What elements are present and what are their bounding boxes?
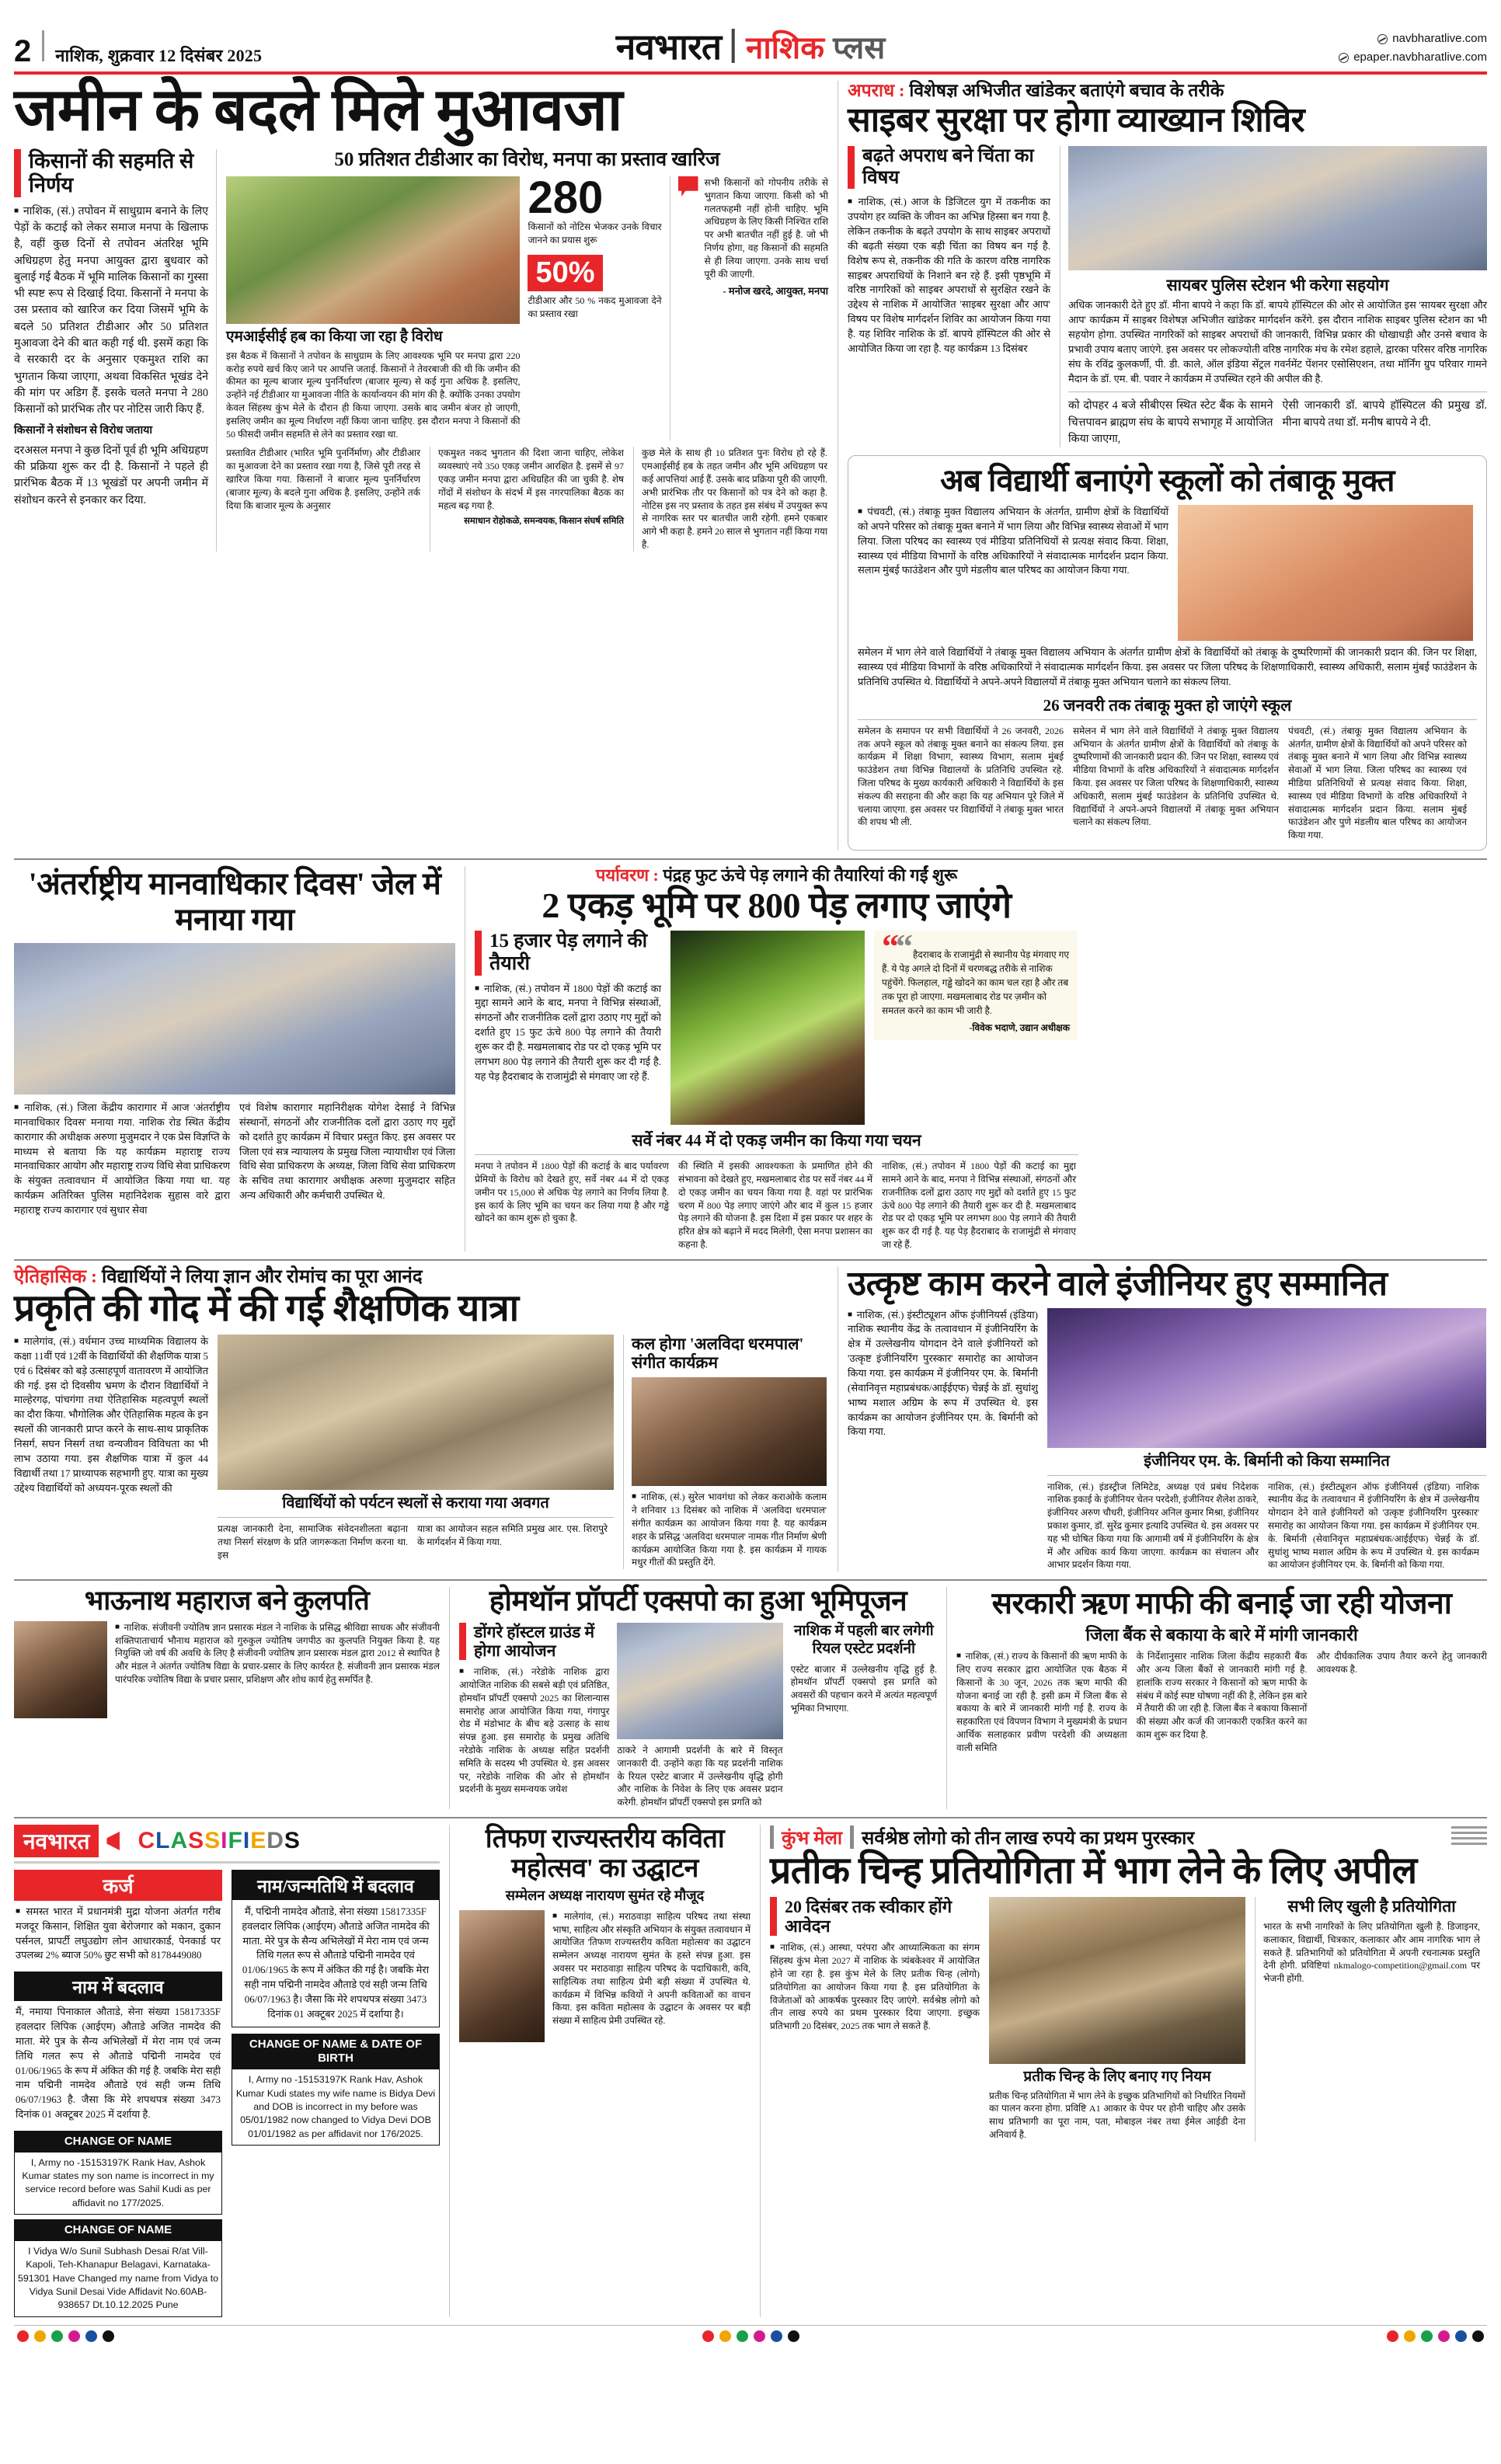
cyber-subhead-block xyxy=(848,146,1050,189)
env-quote-box xyxy=(874,927,1078,1040)
website-row-1[interactable] xyxy=(1339,30,1487,48)
top-zone xyxy=(14,78,1487,851)
red-bar-accent xyxy=(848,146,855,189)
lead-bottom-col-1 xyxy=(226,447,420,551)
reg-dot xyxy=(17,2330,29,2342)
classifieds-section xyxy=(14,1825,449,2317)
newspaper-logo: नवभारत xyxy=(615,26,722,67)
classified-en1-head: CHANGE OF NAME xyxy=(15,2132,221,2153)
env-subhead: 15 हजार पेड़ लगाने की तैयारी xyxy=(489,931,648,974)
human-rights-body-2: एवं विशेष कारागार महानिरीक्षक योगेश देसाई ने विभिन्न संस्थानों, संगठनों और राजनीतिक दलों द्वारा उठाए गए मुद्दों को दर्शाते हुए कार्यक्रम में विचार प्रस्तुत किए. इस अवसर पर जिला एवं सत्र न्यायालय के प्रमुख जिला न्यायाधीश एवं जिला विधि सेवा प्राधिकरण के अध्यक्ष, जिला विधि सेवा प्राधिकरण के सचिव तथा कारागार अधीक्षक अरुणा मुजुमदार सहित अन्य अधिकारी और कर्मचारी उपस्थित थे. xyxy=(239,1101,455,1202)
cyber-left-col xyxy=(848,146,1050,447)
edu-body-3: यात्रा का आयोजन सहल समिति प्रमुख आर. एस. शिरापुरे के मार्गदर्शन में किया गया. xyxy=(417,1523,608,1547)
classifieds-col-2 xyxy=(232,1870,440,2317)
human-rights-cols xyxy=(14,1101,455,1218)
reg-dot xyxy=(754,2330,765,2342)
edu-headline: प्रकृति की गोद में की गई शैक्षणिक यात्रा xyxy=(14,1288,519,1330)
human-rights-body-1: ■ नाशिक, (सं.) जिला केंद्रीय कारागार में आज 'अंतर्राष्ट्रीय मानवाधिकार दिवस' मनाया गया. नाशिक रोड स्थित केंद्रीय कारागार की अधीक्षक अरुणा मुजुमदार ने एक प्रेस विज्ञप्ति के माध्यम से बताया कि यह कार्यक्रम महाराष्ट्र राज्य मानवाधिकार आयोग और महाराष्ट्र राज्य विधि सेवा प्राधिकरण के संयुक्त तत्वावधान में आयोजित किया गया था. यह कार्यक्रम अतिरिक्त पुलिस महानिदेशक सुहास वारे द्वारा महाराष्ट्र राज्य कारागार एवं सुधार सेवा xyxy=(14,1101,230,1218)
tobacco-sub-body-a: समेलन के समापन पर सभी विद्यार्थियों ने 26 जनवरी, 2026 तक अपने स्कूल को तंबाकू मुक्त बनाने का संकल्प लिया. इस कार्यक्रम में शिक्षा विभाग, स्वास्थ्य विभाग, सलाम मुंबई फाउंडेशन तथा विभिन्न विद्यालयों के प्रतिनिधि उपस्थित रहे. जिला परिषद के मुख्य कार्यकारी अधिकारी ने विद्यार्थियों के इस संकल्प की सराहना की और कहा कि यह अभियान पूरे जिले में चलाया जाएगा. इस अवसर पर विद्यार्थियों ने तंबाकू मुक्त भारत की शपथ भी ली. xyxy=(858,725,1064,828)
lead-stats-block xyxy=(528,172,662,440)
env-sub-headline: सर्वे नंबर 44 में दो एकड़ जमीन का किया गया चयन xyxy=(632,1131,921,1150)
reg-dot xyxy=(771,2330,782,2342)
poetry-story xyxy=(449,1825,760,2317)
masthead-divider xyxy=(42,30,44,61)
lead-callout xyxy=(678,176,828,280)
poetry-headline: तिफण राज्यस्तरीय कविता महोत्सव' का उद्घाटन xyxy=(485,1824,725,1883)
env-sub-body-3: नाशिक, (सं.) तपोवन में 1800 पेड़ों की कटाई का मुद्दा सामने आने के बाद, मनपा ने विभिन्न संस्थाओं, संगठनों और राजनीतिक दलों द्वारा उठाए गए मुद्दों को दर्शाते हुए 15 फुट ऊंचे 800 पेड़ लगाने की तैयारी शुरू कर दी है. मखमलाबाद रोड पर दो एकड़ भूमि पर लगभग 800 पेड़ लगाने की तैयारी शुरू कर दी गई है. यह पेड़ हैदराबाद के राजामुंद्री से मंगवाए जा रहे हैं. xyxy=(882,1161,1076,1250)
lead-bottom-col-3 xyxy=(633,447,827,551)
classified-dob-body: मैं, पद्मिनी नामदेव औताडे, सेना संख्या 15817335F हवलदार लिपिक (आईएम) औताडे अजित नामदेव की माता. मेरे पुत्र के सैन्य अभिलेखों में मेरा नाम एवं जन्म तिथि गलत रूप से औताडे पद्मिनी नामदेव एवं 01/06/1965 के रूप में अंकित की गई है। जबकि मेरा सही नाम पद्मिनी नामदेव औताडे एवं सही जन्म तिथि 06/07/1963 है। जैसा कि मेरे शपथपत्र संख्या 3473 दिनांक 01 अक्टूबर 2025 में दर्शाया है। xyxy=(242,1905,430,2020)
classifieds-title: CLASSIFIEDS xyxy=(138,1827,301,1853)
classified-name-change-head: नाम में बदलाव xyxy=(14,1972,222,2001)
reg-dot xyxy=(68,2330,80,2342)
kumbh-body-1: ■ नाशिक, (सं.) आस्था, परंपरा और आध्यात्मिकता का संगम सिंहस्थ कुंभ मेला 2027 में नाशिक के त्र्यंबकेश्वर में आयोजित होने जा रहा है. इस कुंभ मेले के लिए प्रतीक चिन्ह (लोगो) प्रतियोगिता का आयोजन किया गया है. इस प्रतियोगिता के विजेताओं को आकर्षक पुरस्कार दिए जाएंगे. सर्वश्रेष्ठ लोगो को तीन लाख रुपये का प्रथम पुरस्कार दिया जाएगा. इच्छुक प्रतिभागी 20 दिसंबर, 2025 तक भाग ले सकते हैं. xyxy=(770,1941,980,2033)
env-divider xyxy=(475,1154,1078,1155)
masthead-websites xyxy=(1339,30,1487,67)
lead-col-2 xyxy=(216,149,828,552)
classifieds-col-1 xyxy=(14,1870,222,2317)
zone-5 xyxy=(14,1825,1487,2317)
bhaunath-content xyxy=(14,1621,440,1718)
env-sub-body-2: की स्थिति में इसकी आवश्यकता के प्रमाणित होने की संभावना को देखते हुए, मखमलाबाद रोड पर सर्वे नंबर 44 में दो एकड़ जमीन का चयन किया गया है. वहां पर प्रारंभिक चरण में 800 पेड़ लगाए जाएंगे और बाद में कुल 15 हजार पेड़ लगाने की योजना है. इस दिशा में इस प्रकार पर शहर के हरित क्षेत्र को बढ़ाने में मदद मिलेगी, ऐसा मनपा प्रशासन का कहना है. xyxy=(678,1161,872,1250)
edu-photo xyxy=(218,1335,614,1490)
cyber-story xyxy=(838,81,1487,851)
kumbh-photo-caption: प्रतीक चिन्ह के लिए बनाए गए नियम xyxy=(1023,2068,1211,2085)
cyber-body-2: को दोपहर 4 बजे सीबीएस स्थित स्टेट बैंक के सामने चित्तपावन ब्राह्मण संघ के बापये सभागृह में आयोजित किया जाएगा, xyxy=(1068,399,1273,445)
stat-number: 280 xyxy=(528,172,604,224)
env-kicker xyxy=(475,866,1078,885)
poetry-content xyxy=(459,1910,750,2042)
engineer-photo-caption: इंजीनियर एम. के. बिर्मानी को किया सम्मानित xyxy=(1144,1452,1390,1470)
classifieds-brand: नवभारत xyxy=(14,1825,99,1857)
tobacco-sub-cols xyxy=(858,725,1477,842)
menu-icon[interactable] xyxy=(1451,1826,1487,1848)
reg-dot xyxy=(1421,2330,1433,2342)
homethon-subhead: डोंगरे हॉस्टल ग्राउंड में होगा आयोजन xyxy=(474,1622,595,1661)
env-quote-block xyxy=(874,927,1078,1125)
classified-en3 xyxy=(232,2034,440,2146)
lead-photo-stats-row xyxy=(226,172,828,440)
classified-en1-body: I, Army no -15153197K Rank Hav, Ashok Kumar states my son name is incorrect in my service record before was Sahil Kudi as per affidavit no 177/2025. xyxy=(22,2156,214,2208)
cyber-body-1: ■ नाशिक, (सं.) आज के डिजिटल युग में तकनीक का उपयोग हर व्यक्ति के जीवन का अभिन्न हिस्सा बन गया है. लेकिन तकनीक के बढ़ते उपयोग के साथ साइबर अपराधों की बढ़ती संख्या एक बड़ी चिंता का विषय बन गई है. विशेष रूप से, तकनीक की गति के कारण वरिष्ठ नागरिक साइबर अपराधियों के निशाने बन रहे हैं. इसी पृष्ठभूमि में वरिष्ठ नागरिकों को साइबर अपराधों से सुरक्षित रखने के उद्देश्य से नाशिक में आयोजित 'साइबर सुरक्षा और आप' विषय पर विशेष मार्गदर्शन शिविर का आयोजन किया गया है. यह शिविर नाशिक के डॉ. बापये हॉस्पिटल की ओर से आयोजित किया जा रहा है. यह कार्यक्रम 13 दिसंबर xyxy=(848,195,1050,356)
human-rights-photo xyxy=(14,943,455,1095)
lead-kicker: 50 प्रतिशत टीडीआर का विरोध, मनपा का प्रस्ताव खारिज xyxy=(334,148,720,170)
zone-divider-3 xyxy=(14,1579,1487,1581)
env-story xyxy=(465,866,1078,1251)
flag-icon xyxy=(678,176,698,197)
homethon-caption: नाशिक में पहली बार लगेगी रियल एस्टेट प्रदर्शनी xyxy=(793,1622,934,1657)
tobacco-sub-body-c: पंचवटी, (सं.) तंबाकू मुक्त विद्यालय अभियान के अंतर्गत, ग्रामीण क्षेत्रों के विद्यार्थियों को अपने परिसर को तंबाकू मुक्त बनाने में भाग लिया और विभिन्न स्वास्थ्य सेवाओं में भाग लिया. जिला परिषद का स्वास्थ्य एवं मीडिया प्रतिनिधियों से प्रत्यक्ष संवाद किया. शिक्षा, स्वास्थ्य एवं मीडिया विभागों के वरिष्ठ अधिकारियों ने संवादात्मक मार्गदर्शन प्रदान किया. सलाम मुंबई फाउंडेशन और पुणे मंडलीय बाल परिषद का आयोजन किया गया. xyxy=(1288,725,1467,841)
page-number: 2 xyxy=(14,34,32,68)
reg-dot xyxy=(1455,2330,1467,2342)
masthead-red-rule xyxy=(14,71,1487,75)
grey-bar-accent-2 xyxy=(850,1825,854,1849)
human-rights-headline: 'अंतर्राष्ट्रीय मानवाधिकार दिवस' जेल में मनाया गया xyxy=(28,865,441,937)
poetry-photo xyxy=(459,1910,545,2042)
grey-bar-accent xyxy=(770,1825,774,1849)
lead-body-3: दरअसल मनपा ने कुछ दिनों पूर्व ही भूमि अधिग्रहण की प्रक्रिया शुरू कर दी है. किसानों ने पहले ही प्रारंभिक बैठक में 13 भूखंडों पर अपनी जमीन में संशोधन करने से इनकार कर दिया. xyxy=(14,444,208,506)
lead-quote-attrib: - मनोज खरदे, आयुक्त, मनपा xyxy=(723,285,828,298)
kumbh-photo-block xyxy=(989,1897,1245,2142)
edu-photo-block xyxy=(218,1335,614,1569)
engineer-content xyxy=(848,1308,1487,1572)
footer-registration-dots xyxy=(14,2326,1487,2342)
kumbh-kicker: सर्वश्रेष्ठ लोगो को तीन लाख रुपये का प्रथम पुरस्कार xyxy=(862,1828,1195,1849)
bhaunath-body: ■ नाशिक. संजीवनी ज्योतिष ज्ञान प्रसारक मंडल ने नाशिक के प्रसिद्ध श्रीविद्या साधक और संजीवनी शक्तिपाताचार्य भौनाथ महाराज को गुरुकुल ज्योतिष जगपीठ का कुलपति नियुक्त किया है. यह नियुक्ति जो वर्ष की अवधि के लिए है संजीवनी ज्योतिष ज्ञान प्रसारक मंडल द्वारा 2012 से स्थापित है और मंडल ने अंतर्गत ज्योतिष विद्या के प्रचार-प्रसार के लिए कार्यरत है. संजीवनी ज्ञान प्रसारक मंडल पारंपरिक ज्योतिष विद्या के प्रचार प्रसार, प्रशिक्षण और शोध कार्य हेतु समर्पित है. xyxy=(115,1621,440,1718)
loan-headline: सरकारी ऋण माफी की बनाई जा रही योजना xyxy=(991,1587,1452,1621)
env-subhead-block xyxy=(475,931,661,976)
bhaunath-portrait xyxy=(14,1621,107,1718)
env-kicker-tag: पर्यावरण : xyxy=(595,865,659,885)
reg-dot xyxy=(103,2330,114,2342)
tobacco-headline: अब विद्यार्थी बनाएंगे स्कूलों को तंबाकू मुक्त xyxy=(940,463,1395,499)
zone-divider-4 xyxy=(14,1817,1487,1818)
kumbh-photo xyxy=(989,1897,1245,2064)
classified-name-change-body: मैं, नमाया पिनाकाल औताडे, सेना संख्या 15817335F हवलदार लिपिक (आईएम) औताडे अजित नामदेव की माता. मेरे पुत्र के सैन्य अभिलेखों में मेरा नाम एवं जन्म तिथि गलत रूप से औताडे पद्मिनी नामदेव एवं 01/06/1965 के रूप में अंकित की गई है. जबकि मेरा सही नाम पद्मिनी नामदेव औताडे एवं सही जन्म तिथि 06/07/1963 है. जैसा कि मेरे शपथपत्र संख्या 3473 दिनांक 01 अक्टूबर 2025 में दर्शाया है. xyxy=(16,2006,221,2121)
engineer-body-1: ■ नाशिक, (सं.) इंस्टीट्यूशन ऑफ इंजीनियर्स (इंडिया) नाशिक स्थानीय केंद्र के तत्वावधान में इंजीनियरिंग के क्षेत्र में उल्लेखनीय योगदान देने वाले इंजीनियरों को 'उत्कृष्ट इंजीनियरिंग पुरस्कार' समारोह का आयोजन किया गया. इस कार्यक्रम में इंजीनियर एम. के. बिर्मानी (सेवानिवृत्त महाप्रबंधक/आईईएफ) चेन्नई के डॉ. सुधांशु भाष्य मशाल अग्रिम के रूप में उपस्थित थे. इस कार्यक्रम का आयोजन इंजीनियर एम. के. बिर्मानी को किया गया. xyxy=(848,1308,1038,1572)
lead-columns xyxy=(14,149,828,552)
env-sub-cols xyxy=(475,1160,1078,1251)
edu-content xyxy=(14,1335,828,1569)
env-sub-body-1: मनपा ने तपोवन में 1800 पेड़ों की कटाई के बाद पर्यावरण प्रेमियों के विरोध को देखते हुए, सर्वे नंबर 44 में दो एकड़ जमीन पर 15,000 से अधिक पेड़ लगाने का निर्णय लिया है. इस कार्य के लिए भूमि का चयन कर लिया गया है और गड्ढे खोदने का काम शुरू हो चुका है. xyxy=(475,1161,669,1224)
lead-bottom-attrib: समाधान रोहोकळे, समन्वयक, किसान संघर्ष समिति xyxy=(464,517,624,527)
cyber-subhead: बढ़ते अपराध बने चिंता का विषय xyxy=(862,146,1034,188)
lead-photo-caption: एमआईसीई हब का किया जा रहा है विरोध xyxy=(226,329,443,346)
reg-dot xyxy=(702,2330,714,2342)
kumbh-subhead: 20 दिसंबर तक स्वीकार होंगे आवेदन xyxy=(785,1896,952,1937)
tobacco-divider xyxy=(858,719,1477,720)
reg-dot xyxy=(1404,2330,1416,2342)
env-photo-block xyxy=(670,931,865,1125)
homethon-right-col xyxy=(791,1623,937,1809)
reg-dot xyxy=(1387,2330,1398,2342)
edition-suffix: प्लस xyxy=(833,30,886,65)
engineer-divider xyxy=(1047,1475,1486,1476)
dot-group-left xyxy=(17,2330,114,2342)
edu-body-2: प्रत्यक्ष जानकारी देना, सामाजिक संवेदनशीलता बढ़ाना तथा निसर्ग संरक्षण के प्रति जागरूकता निर्माण करना था. इस xyxy=(218,1523,408,1561)
homethon-body-3: एस्टेट बाजार में उल्लेखनीय वृद्धि हुई है. होमथॉन प्रॉपर्टी एक्सपो इस प्रगति को अवसरों की पहचान करने में अत्यंत महत्वपूर्ण भूमिका निभाएगा. xyxy=(790,1663,937,1714)
cyber-kicker xyxy=(848,81,1487,100)
env-photo xyxy=(670,931,865,1125)
cyber-bottom-row xyxy=(1068,398,1487,447)
masthead-logo-block xyxy=(616,22,886,70)
tobacco-sub-headline: 26 जनवरी तक तंबाकू मुक्त हो जाएंगे स्कूल xyxy=(1043,695,1292,715)
engineer-caption-cols xyxy=(1047,1481,1486,1572)
classifieds-columns xyxy=(14,1870,440,2317)
lead-col-1 xyxy=(14,149,216,552)
homethon-subhead-block xyxy=(459,1623,609,1660)
classified-loan-head: कर्ज xyxy=(14,1870,222,1901)
reg-dot xyxy=(719,2330,731,2342)
edu-body-1: ■ मालेगांव, (सं.) वर्धमान उच्च माध्यमिक विद्यालय के कक्षा 11वीं एवं 12वीं के विद्यार्थियों की शैक्षणिक यात्रा 5 एवं 6 दिसंबर को बड़े उत्साहपूर्ण वातावरण में आयोजित की गई. इस दो दिवसीय भ्रमण के दौरान विद्यार्थियों ने माल्हेरगढ़, पांचगंगा तथा ऐतिहासिक महत्वपूर्ण स्थलों का दौरा किया. भौगोलिक और ऐतिहासिक महत्व के इन स्थलों की जानकारी प्राप्त करने के साथ-साथ प्राकृतिक निसर्ग, सघन निसर्ग तथा वन्यजीवन विविधता का भी लाभ उठाया गया. इस शैक्षणिक यात्रा में कुल 44 विद्यार्थी तथा 17 प्राध्यापक सहभागी हुए. यात्रा का मुख्य उद्देश्य विद्यार्थियों को अध्ययन-पूरक स्थलों की xyxy=(14,1335,208,1569)
kumbh-right-title: सभी लिए खुली है प्रतियोगिता xyxy=(1287,1896,1456,1916)
loan-body-2: के निर्देशानुसार नाशिक जिला केंद्रीय सहकारी बैंक और अन्य जिला बैंकों से जानकारी मांगी गई है. हालांकि राज्य सरकार ने किसानों को ऋण माफी के संबंध में कोई स्पष्ट घोषणा नहीं की है, लेकिन इस बारे में तैयारी की जा रही है. जिला बैंक ने बकाया किसानों की संख्या और कर्ज की जानकारी एकत्रित करने का काम शुरू कर दिया है. xyxy=(1136,1651,1308,1740)
lead-photo-block xyxy=(226,176,520,440)
poetry-body: ■ मालेगांव, (सं.) मराठवाड़ा साहित्य परिषद तथा संस्था भाषा, साहित्य और संस्कृति अभियान के संयुक्त तत्वावधान में आयोजित 'तिफण राज्यस्तरीय कविता महोत्सव' का उद्घाटन सम्मेलन अध्यक्ष नारायण सुमंत के हस्ते संपन्न हुआ. इस अवसर पर मराठवाड़ा साहित्य परिषद के पदाधिकारी, कवि, साहित्यिक तथा साहित्य प्रेमी बड़ी संख्या में उपस्थित थे. कार्यक्रम में विभिन्न कवियों ने अपनी कविताओं का वाचन किया. इस कविता महोत्सव के उद्घाटन के अवसर पर बड़ी संख्या में साहित्य प्रेमी उपस्थित रहे. xyxy=(552,1910,750,2042)
reg-dot xyxy=(51,2330,63,2342)
red-bar-accent xyxy=(475,931,482,976)
kumbh-left-col xyxy=(770,1897,980,2142)
red-bar-accent xyxy=(770,1897,777,1937)
cyber-kicker-tag: अपराध : xyxy=(848,81,905,100)
zone-2 xyxy=(14,866,1487,1251)
tobacco-content xyxy=(858,505,1477,641)
homethon-left-col xyxy=(459,1623,609,1809)
kumbh-story xyxy=(760,1825,1487,2317)
zone-4 xyxy=(14,1587,1487,1809)
env-quote-attrib: -विवेक भदाणे, उद्यान अधीक्षक xyxy=(969,1022,1070,1033)
tobacco-story xyxy=(848,455,1487,851)
engineer-photo xyxy=(1047,1308,1486,1448)
globe-icon xyxy=(1377,34,1388,44)
poetry-subhead: सम्मेलन अध्यक्ष नारायण सुमंत रहे मौजूद xyxy=(505,1888,705,1904)
lead-quote-block xyxy=(670,176,828,440)
homethon-photo xyxy=(617,1623,782,1739)
env-content xyxy=(475,927,1078,1125)
masthead xyxy=(14,11,1487,67)
masthead-left xyxy=(14,30,262,67)
engineer-body-2a: नाशिक, (सं.) इंडस्ट्रीज लिमिटेड, अध्यक्ष एवं प्रबंध निदेशक नाशिक इकाई के इंजीनियर चेतन परदेशी, इंजीनियर शैलेश ठाकरे, इंजीनियर अरुण चौधरी, इंजीनियर अनिल कुमार मिश्रा, इंजीनियर प्रकाश कुमार, डॉ. सुरेंद्र कुमार इत्यादि उपस्थित थे. इस अवसर पर यह भी घोषित किया गया कि आगामी वर्ष में इंजीनियरिंग के क्षेत्र में और अधिक कार्य किया जाएगा. कार्यक्रम का संचालन और आभार प्रदर्शन किया गया. xyxy=(1047,1481,1259,1571)
lead-subhead: किसानों की सहमति से निर्णय xyxy=(29,148,194,197)
human-rights-story xyxy=(14,866,465,1251)
percent-caption: टीडीआर और 50 % नकद मुआवजा देने का प्रस्ताव रखा xyxy=(528,294,662,319)
lead-headline: जमीन के बदले मिले मुआवजा xyxy=(14,78,622,143)
cyber-kicker-rest: विशेषज्ञ अभिजीत खांडेकर बताएंगे बचाव के तरीके xyxy=(904,81,1224,100)
env-body-1: ■ नाशिक, (सं.) तपोवन में 1800 पेड़ों की कटाई का मुद्दा सामने आने के बाद, मनपा ने विभिन्न संस्थाओं, संगठनों और राजनीतिक दलों द्वारा उठाए गए मुद्दों को दर्शाते हुए 15 फुट ऊंचे 800 पेड़ लगाने की तैयारी शुरू कर दी है. मखमलाबाद रोड पर दो एकड़ भूमि पर लगभग 800 पेड़ लगाने की तैयारी शुरू कर दी गई है. यह पेड़ हैदराबाद के राजामुंद्री से मंगवाए जा रहे हैं. xyxy=(475,982,661,1084)
zone-divider-2 xyxy=(14,1259,1487,1261)
classified-en3-head: CHANGE OF NAME & DATE OF BIRTH xyxy=(232,2034,439,2070)
zone-divider-1 xyxy=(14,858,1487,860)
classified-en2-head: CHANGE OF NAME xyxy=(15,2220,221,2241)
edu-caption-cols xyxy=(218,1523,614,1561)
engineer-photo-block xyxy=(1047,1308,1486,1572)
lead-photo-caption-body: इस बैठक में किसानों ने तपोवन के साधुग्राम के लिए आवश्यक भूमि पर मनपा द्वारा 220 करोड़ रुपये खर्च किए जाने पर आपत्ति जताई. किसानों ने तेवरबाजी की थी कि जमीन की कीमत का मूल्य बाजार मूल्य पुनर्निर्धारण (बाजार मूल्य) से कई गुना अधिक है. इसलिए, उन्होंने नई टीडीआर या मुआवजा नीति के कार्यान्वयन की मांग की है. क्योंकि उनका उपयोग केवल सिंहस्थ कुंभ मेले के दौरान ही किया जाएगा. उसके बाद जमीन बंजर हो जाएगी, इसलिए जमीन का मूल्य निर्धारण नहीं किया जाना चाहिए. इस दौरान मनपा ने किसानों की 50 फीसदी जमीन सहमति से लेने का प्रस्ताव रखा था. xyxy=(226,350,521,440)
lead-bottom-cols xyxy=(226,447,828,551)
env-quote-text: हैदराबाद के राजामुंद्री से स्थानीय पेड़ मंगवाए गए हैं. ये पेड़ अगले दो दिनों में चरणबद्ध तरीके से नाशिक पहुंचेंगे. फिलहाल, गड्ढे खोदने का काम चल रहा है और तब तक पूरा हो जाएगा. मखमलाबाद रोड पर ज़मीन को समतल करने का काम भी जारी है. xyxy=(882,949,1070,1016)
env-left-col xyxy=(475,931,661,1125)
cyber-body-3: ऐसी जानकारी डॉ. बापये हॉस्पिटल की प्रमुख डॉ. मीना बापये तथा डॉ. मनीष बापये ने दी. xyxy=(1282,399,1487,429)
cyber-content xyxy=(848,146,1487,447)
place-date: नाशिक, शुक्रवार 12 दिसंबर 2025 xyxy=(55,46,263,65)
loan-content xyxy=(956,1650,1487,1754)
homethon-story xyxy=(449,1587,946,1809)
bhaunath-headline: भाऊनाथ महाराज बने कुलपति xyxy=(84,1585,370,1617)
tobacco-body-2: समेलन में भाग लेने वाले विद्यार्थियों ने तंबाकू मुक्त विद्यालय अभियान के अंतर्गत ग्रामीण क्षेत्रों के विद्यार्थियों को तंबाकू के दुष्परिणामों की जानकारी प्रदान की. जिन पर शिक्षा, स्वास्थ्य एवं मीडिया विभागों के वरिष्ठ अधिकारियों ने संवादात्मक मार्गदर्शन किया. इस अवसर पर जिला परिषद के शिक्षणाधिकारी, स्वास्थ्य अधिकारी, सलाम मुंबई फाउंडेशन के प्रतिनिधि उपस्थित थे. विद्यार्थियों ने अपने-अपने विद्यालयों में तंबाकू मुक्त अभियान चलाने का संकल्प लिया. xyxy=(858,646,1477,687)
quote-icon: ““ xyxy=(882,927,910,966)
edu-kicker-tag: ऐतिहासिक : xyxy=(14,1266,97,1287)
engineer-body-2b: नाशिक, (सं.) इंस्टीट्यूशन ऑफ इंजीनियर्स (इंडिया) नाशिक स्थानीय केंद्र के तत्वावधान में इंजीनियरिंग के क्षेत्र में उल्लेखनीय योगदान देने वाले इंजीनियरों को 'उत्कृष्ट इंजीनियरिंग पुरस्कार' समारोह का आयोजन किया गया. इस कार्यक्रम में इंजीनियर एम. के. बिर्मानी (सेवानिवृत्त महाप्रबंधक/आईईएफ) चेन्नई के डॉ. सुधांशु भाष्य मशाल अग्रिम के रूप में उपस्थित थे. इस कार्यक्रम का आयोजन इंजीनियर एम. के. बिर्मानी को किया गया. xyxy=(1268,1481,1479,1571)
music-story xyxy=(623,1335,827,1569)
homethon-photo-block xyxy=(617,1623,782,1809)
kumbh-headline: प्रतीक चिन्ह प्रतियोगिता में भाग लेने के लिए अपील xyxy=(770,1850,1417,1892)
music-body: ■ नाशिक, (सं.) सुरेल भावगंधा को लेकर कराओके कलाम ने शनिवार 13 दिसंबर को नाशिक में 'अलविदा धरमपाल' संगीत कार्यक्रम का आयोजन किया गया है. यह कार्यक्रम शहर के प्रसिद्ध 'अलविदा धरमपाल' नामक गीत निर्माण श्रेणी कार्यक्रम आयोजित किया गया है. इस कार्यक्रम में गायक मधुर गीतों की प्रस्तुति देंगे. xyxy=(632,1491,827,1569)
stat-caption: किसानों को नोटिस भेजकर उनके विचार जानने का प्रयास शुरू xyxy=(528,221,662,245)
kumbh-subhead-block xyxy=(770,1897,980,1937)
lead-bottom-text-1: प्रस्तावित टीडीआर (भारित भूमि पुनर्निर्माण) और टीडीआर का मुआवजा देने का प्रस्ताव रखा गया है, जिसे पूरी तरह से खारिज किया गया. किसानों ने बाजार मूल्य पुनर्निर्धारण (बाजार मूल्य) के बदले गुना अधिक है. इसलिए, उन्होंने तर्क दिया कि बाजार मूल्य के अनुसार xyxy=(226,447,420,511)
music-photo xyxy=(632,1377,827,1486)
lead-quote-text: सभी किसानों को गोपनीय तरीके से भुगतान किया जाएगा. किसी को भी गलतफहमी नहीं होनी चाहिए. भूमि अधिग्रहण के लिए किसी निश्चित राशि पर अभी बातचीत नहीं हुई है. जो भी निर्णय होगा, वह किसानों की सहमति से ही लिया जाएगा. उनके साथ चर्चा पूरी की जाएगी. xyxy=(704,177,828,280)
loan-subhead: जिला बैंक से बकाया के बारे में मांगी जानकारी xyxy=(1085,1624,1358,1644)
logo-divider xyxy=(732,29,735,63)
lead-photo xyxy=(226,176,520,324)
reg-dot xyxy=(788,2330,799,2342)
tobacco-photo xyxy=(1178,505,1473,641)
website-main: navbharatlive.com xyxy=(1392,32,1487,45)
cyber-sub-headline: सायबर पुलिस स्टेशन भी करेगा सहयोग xyxy=(1166,276,1389,295)
reg-dot xyxy=(737,2330,748,2342)
loan-body-3: और दीर्घकालिक उपाय तैयार करने हेतु जानकारी आवश्यक है. xyxy=(1316,1651,1488,1675)
dot-group-right xyxy=(1387,2330,1484,2342)
reg-dot xyxy=(34,2330,46,2342)
kumbh-sub-body: प्रतीक चिन्ह प्रतियोगिता में भाग लेने के इच्छुक प्रतिभागियों को निर्धारित नियमों का पालन करना होगा. प्रविष्टि A1 आकार के पेपर पर होनी चाहिए और उसके साथ प्रतिभागी का पूरा नाम, पता, मोबाइल नंबर तथा ईमेल आईडी देना अनिवार्य है. xyxy=(989,2090,1245,2141)
classified-dob-head: नाम/जन्मतिथि में बदलाव xyxy=(232,1871,439,1900)
tobacco-photo-block xyxy=(1178,505,1473,641)
classified-en3-body: I, Army no -15153197K Rank Hav, Ashok Kumar Kudi states my wife name is Bidya Devi and DOB is incorrect in my before was 05/01/1982 now changed to Vidya Devi DOB 01/01/1982 as per affidavit nor 176/2025. xyxy=(235,2074,436,2139)
classified-en1 xyxy=(14,2131,222,2215)
classified-dob xyxy=(232,1870,440,2027)
kumbh-kicker-row xyxy=(770,1825,1487,1850)
homethon-headline: होमथॉन प्रॉपर्टी एक्सपो का हुआ भूमिपूजन xyxy=(489,1585,907,1618)
classified-loan-body: ■ समस्त भारत में प्रधानमंत्री मुद्रा योजना अंतर्गत गरीब मजदूर किसान, शिक्षित युवा बेरोजगार को मकान, दुकान पर्सनल, प्रापर्टी लघुउद्योग लोन आधारकार्ड, पेनकार्ड पर उपलब्ध 2% ब्याज 50% छुट सभी को 8178449080 xyxy=(14,1901,222,1967)
edition-name xyxy=(746,25,885,68)
reg-dot xyxy=(1472,2330,1484,2342)
tobacco-sub-body-b: समेलन में भाग लेने वाले विद्यार्थियों ने तंबाकू मुक्त विद्यालय अभियान के अंतर्गत ग्रामीण क्षेत्रों के विद्यार्थियों को तंबाकू के दुष्परिणामों की जानकारी प्रदान की. जिन पर शिक्षा, स्वास्थ्य एवं मीडिया विभागों के वरिष्ठ अधिकारियों ने संवादात्मक मार्गदर्शन किया. इस अवसर पर जिला परिषद के शिक्षणाधिकारी, स्वास्थ्य अधिकारी, सलाम मुंबई फाउंडेशन के प्रतिनिधि उपस्थित थे. विद्यार्थियों ने अपने-अपने विद्यालयों में तंबाकू मुक्त अभियान चलाने का संकल्प लिया. xyxy=(1073,725,1279,828)
edu-kicker xyxy=(14,1267,828,1287)
classified-en2-body: I Vidya W/o Sunil Subhash Desai R/at Vill-Kapoli, Teh-Khanapur Belagavi, Karnataka-591301 Have Changed my name from Vidya to Vidya Sunil Desai Vide Affidavit No.60AB-938657 Dt.10.12.2025 Pune xyxy=(17,2245,219,2311)
tobacco-body-1: ■ पंचवटी, (सं.) तंबाकू मुक्त विद्यालय अभियान के अंतर्गत, ग्रामीण क्षेत्रों के विद्यार्थियों को अपने परिसर को तंबाकू मुक्त बनाने में भाग लिया और विभिन्न स्वास्थ्य सेवाओं में भाग लिया. जिला परिषद का स्वास्थ्य एवं मीडिया प्रतिनिधियों से प्रत्यक्ष संवाद किया. शिक्षा, स्वास्थ्य एवं मीडिया विभागों के वरिष्ठ अधिकारियों ने संवादात्मक मार्गदर्शन प्रदान किया. सलाम मुंबई फाउंडेशन और पुणे मंडलीय बाल परिषद का आयोजन किया गया. xyxy=(858,505,1168,641)
env-headline: 2 एकड़ भूमि पर 800 पेड़ लगाए जाएंगे xyxy=(542,886,1012,926)
edu-photo-caption: विद्यार्थियों को पर्यटन स्थलों से कराया गया अवगत xyxy=(282,1495,549,1512)
classified-en2 xyxy=(14,2219,222,2317)
globe-icon xyxy=(1339,53,1349,63)
lead-bottom-text-3: कुछ मेले के साथ ही 10 प्रतिशत पुनः विरोध हो रहे हैं. एमआईसीई हब के तहत जमीन और भूमि अधिग्रहण पर कई आपत्तियां आई हैं. उसके बाद प्रक्रिया पूरी की जाएगी. अभी प्रारंभिक तौर पर किसानों को पत्र देने को कहा है. नोटिस इस नए प्रस्ताव के तहत इस संबंध में उपयुक्त रूप से नागरिक स्तर पर बातचीत जारी रहेगी. हमने एकबार आगे भी कहा है. हमने 20 साल से भुगतान नहीं किया गया है. xyxy=(642,447,827,550)
percent-badge: 50% xyxy=(528,255,602,291)
edu-trip-story xyxy=(14,1267,838,1571)
engineer-story xyxy=(838,1264,1487,1571)
homethon-content xyxy=(459,1623,937,1809)
loan-story xyxy=(946,1587,1487,1809)
bhaunath-story xyxy=(14,1587,449,1809)
kumbh-right-col xyxy=(1255,1897,1480,2142)
music-headline: कल होगा 'अलविदा धरमपाल' संगीत कार्यक्रम xyxy=(632,1335,804,1373)
cyber-right-col xyxy=(1060,146,1487,447)
classifieds-header xyxy=(14,1825,440,1864)
lead-story xyxy=(14,78,838,851)
red-bar-accent xyxy=(14,149,21,197)
cyber-photo xyxy=(1068,146,1487,270)
homethon-body-2: ठाकरे ने आगामी प्रदर्शनी के बारे में विस्तृत जानकारी दी. उन्होंने कहा कि यह प्रदर्शनी नाशिक के रियल एस्टेट बाजार में उल्लेखनीय वृद्धि होगी और नाशिक के निवेश के लिए एक अवसर प्रदान करेगी. होमथॉन प्रॉपर्टी एक्सपो इस प्रगति को xyxy=(617,1744,783,1808)
homethon-body-1: ■ नाशिक, (सं.) नरेडोके नाशिक द्वारा आयोजित नाशिक की सबसे बड़ी एवं प्रतिष्ठित, होमथॉन प्रॉपर्टी एक्सपो 2025 का शिलान्यास समारोह आज आयोजित किया गया, गंगापुर रोड में मंडोभाट के बीच बड़े उत्साह के साथ संपन्न हुआ. इस समारोह के प्रमुख अतिथि नरेडोके नाशिक के अध्यक्ष सहित प्रदर्शनी समिति के सदस्य भी उपस्थित थे. इस अवसर पर, नरेडोके नाशिक की ओर से होमथॉन प्रदर्शनी के मुख्य समन्वयक जयेश xyxy=(459,1665,609,1796)
edu-kicker-rest: विद्यार्थियों ने लिया ज्ञान और रोमांच का पूरा आनंद xyxy=(97,1266,423,1287)
kumbh-tag: कुंभ मेला xyxy=(782,1828,843,1849)
env-kicker-rest: पंद्रह फुट ऊंचे पेड़ लगाने की तैयारियां की गईं शुरू xyxy=(658,865,958,885)
megaphone-icon xyxy=(106,1832,130,1850)
reg-dot xyxy=(85,2330,97,2342)
loan-body-1: ■ नाशिक, (सं.) राज्य के किसानों की ऋण माफी के लिए राज्य सरकार द्वारा आयोजित एक बैठक में किसानों के 30 जून, 2026 तक ऋण माफी की योजना बनाई जा रही है. इसी क्रम में जिला बैंक से बकाया के बारे में जानकारी मांगी गई है. राज्य के सहकारिता एवं विपणन विभाग ने मुख्यमंत्री के प्रधान आर्थिक सलाहकार प्रवीण परदेशी की अध्यक्षता वाली समिति xyxy=(956,1650,1127,1754)
lead-subhead-block xyxy=(14,149,208,197)
lead-bottom-text-2: एकमुश्त नकद भुगतान की दिशा जाना चाहिए, लोकेश व्यवस्थाएं नये 350 एकड़ जमीन आरक्षित है. इसमें से 97 एकड़ जमीन मनपा द्वारा अधिग्रहित की जा चुकी है. शेष गोंदों में संशोधन के संदर्भ में इस नगरपालिका बैठक का महत्व बढ़ गया है. xyxy=(438,447,624,511)
edition-city: नाशिक xyxy=(746,30,824,65)
edu-divider xyxy=(218,1517,614,1518)
lead-bottom-col-2 xyxy=(430,447,624,551)
cyber-headline: साइबर सुरक्षा पर होगा व्याख्यान शिविर xyxy=(848,101,1305,140)
red-bar-accent xyxy=(459,1623,466,1660)
website-epaper: epaper.navbharatlive.com xyxy=(1353,50,1487,64)
reg-dot xyxy=(1438,2330,1450,2342)
kumbh-right-body: भारत के सभी नागरिकों के लिए प्रतियोगिता खुली है. डिजाइनर, कलाकार, विद्यार्थी, चित्रकार, कलाकार और आम नागरिक भाग ले सकते हैं. प्रतिभागियों को प्रतियोगिता में अपनी रचनात्मक प्रस्तुति देनी होगी. प्रविष्टियां nkmalogo-competition@gmail.com पर भेजनी होंगी. xyxy=(1263,1920,1480,1985)
kumbh-content xyxy=(770,1897,1487,2142)
engineer-headline: उत्कृष्ट काम करने वाले इंजीनियर हुए सम्मानित xyxy=(848,1264,1388,1303)
zone-3 xyxy=(14,1264,1487,1571)
website-row-2[interactable] xyxy=(1339,48,1487,67)
cyber-sub-body: अधिक जानकारी देते हुए डॉ. मीना बापये ने कहा कि डॉ. बापये हॉस्पिटल की ओर से आयोजित इस 'सायबर सुरक्षा और आप' कार्यक्रम में साइबर विशेषज्ञ अभिजीत खांडेकर मार्गदर्शन करेंगे. इस दौरान नाशिक साइबर पुलिस स्टेशन का भी सहयोग होगा. उपस्थित नागरिकों को साइबर अपराधों की जानकारी, विभिन्न प्रकार की धोखाधड़ी और उनसे बचाव के प्रभावी उपाय बताए जाएंगे. इस अवसर पर लोकज्योती वरिष्ठ नागरिक मंच के रमेश डहाले, द्वारका परिसर वरिष्ठ नागरिक संघ के रविंद्र कुलकर्णी, पी. डी. काले, ऑल इंडिया सेंट्रल गवर्नमेंट पेंशनर एसोसिएशन, तथा मॉर्निंग ग्रुप परिवार गामने मैदान के डॉ. एम. बी. पवार ने कार्यक्रम में उपस्थित रहने की अपील की है. xyxy=(1068,299,1487,385)
lead-body-2-head: किसानों ने संशोधन से विरोध जताया xyxy=(14,424,153,437)
dot-group-mid xyxy=(702,2330,799,2342)
lead-body-1: ■ नाशिक, (सं.) तपोवन में साधुग्राम बनाने के लिए पेड़ों के कटाई को लेकर समाज मनपा के खिलाफ है, वहीं कुछ दिनों से तपोवन अंतरिक्ष भूमि अधिग्रहण हेतु मनपा आयुक्त द्वारा बुधवार को बुलाई गई बैठक में भूमि मालिक किसानों का गुस्सा भी स्पष्ट रूप से दिखाई दिया. किसानों ने मनपा के उस प्रस्ताव को खारिज कर दिया जिसमें भूमि के बदले 50 प्रतिशत टीडीआर और 50 प्रतिशत मुआवजा देने की बात कही गई थी. इसमें कहा कि वे सरकारी दर के अनुसार एकमुश्त राशि का भुगतान किया जाएगा, अथवा विकसित भूखंड देने की मांग पर अडिग हैं. इसके चलते मनपा ने 280 किसानों को प्रारंभिक तौर पर नोटिस जारी किए हैं. xyxy=(14,204,208,419)
